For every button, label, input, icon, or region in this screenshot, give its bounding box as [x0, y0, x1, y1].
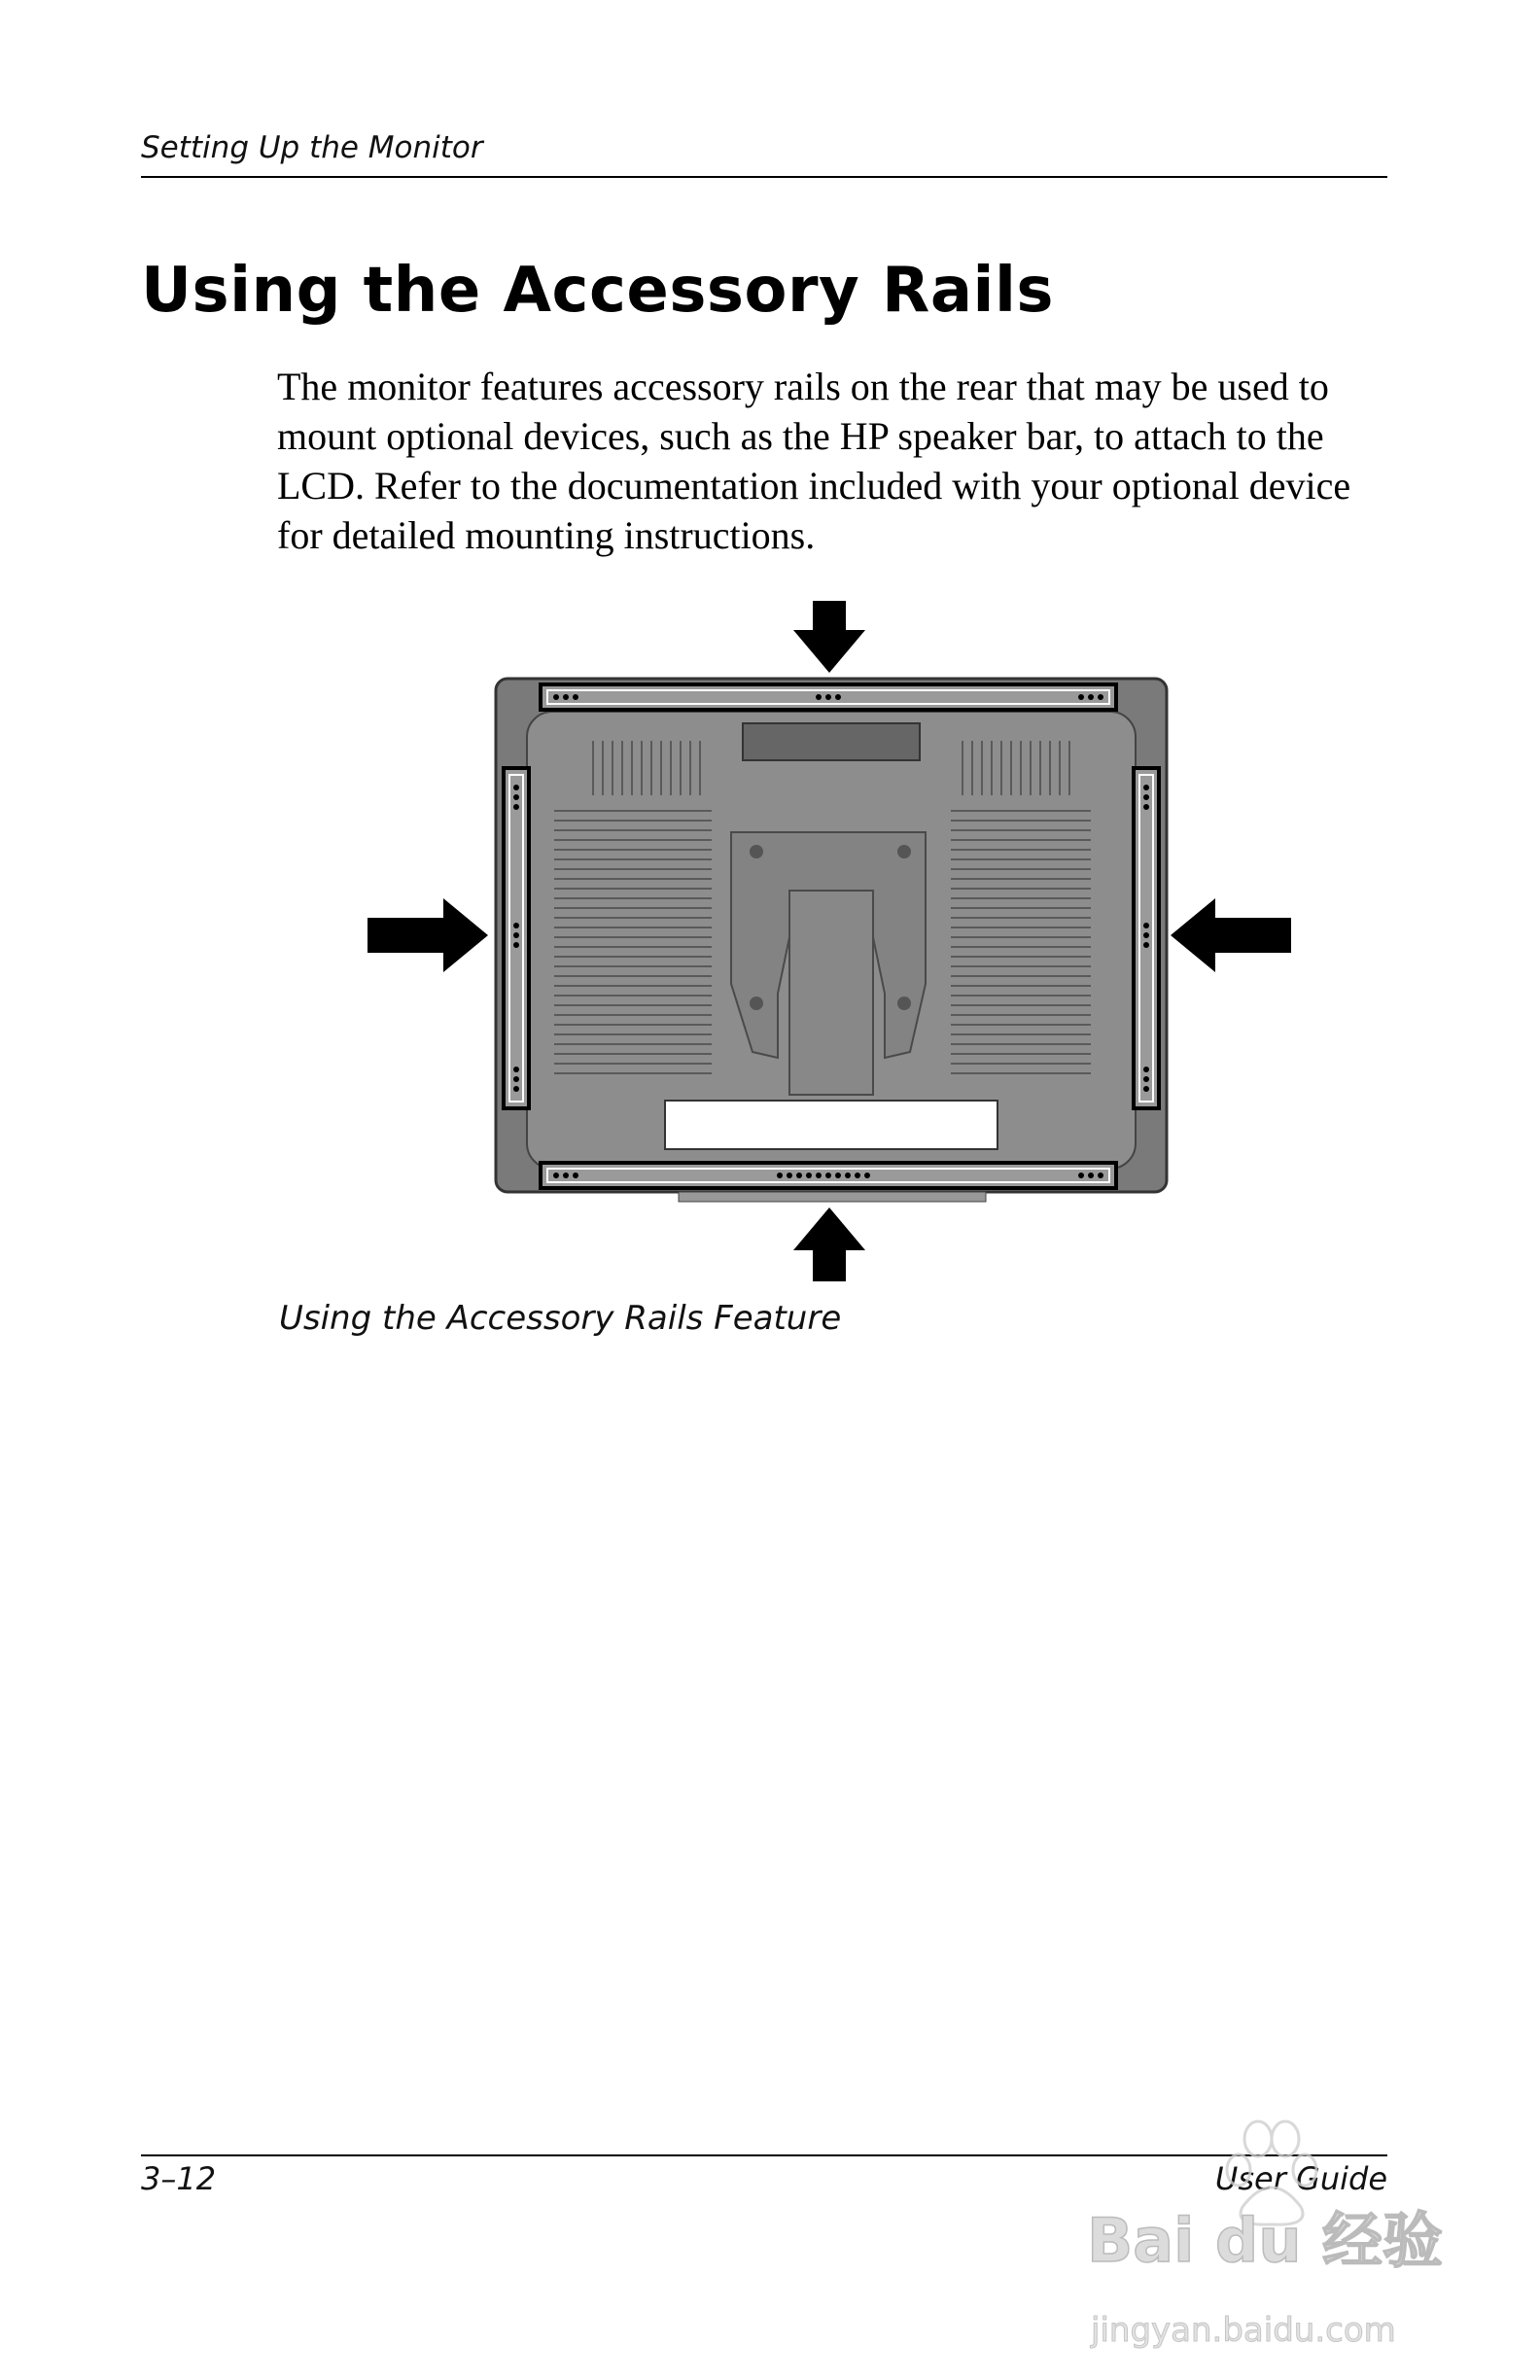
- accessory-rail-right: [1134, 768, 1159, 1108]
- arrow-left-icon: [1171, 898, 1291, 972]
- mount-screw-icon: [750, 845, 763, 858]
- monitor-rear-illustration: [360, 595, 1299, 1285]
- mount-screw-icon: [897, 997, 911, 1010]
- running-head: Setting Up the Monitor: [141, 130, 483, 165]
- page-number: 3–12: [141, 2160, 217, 2197]
- watermark-url: jingyan.baidu.com: [1091, 2311, 1396, 2350]
- body-paragraph: The monitor features accessory rails on the rear that may be used to mount optional devices, such as the HP speaker bar, to attach to the LCD. Refer to the documentation included with your optional device for detailed mounting instructions.: [277, 365, 1351, 557]
- accessory-rail-bottom: [541, 1163, 1116, 1188]
- connector-bay: [665, 1101, 998, 1149]
- header-rule: [141, 176, 1387, 178]
- arrow-up-icon: [793, 1208, 865, 1281]
- guide-title: User Guide: [1214, 2160, 1387, 2197]
- watermark-brand: Bai du 经验: [1087, 2205, 1444, 2276]
- base-foot: [679, 1192, 986, 1202]
- figure-caption: Using the Accessory Rails Feature: [279, 1299, 842, 1338]
- accessory-rail-left: [504, 768, 529, 1108]
- section-heading: Using the Accessory Rails: [141, 255, 1054, 327]
- mount-screw-icon: [897, 845, 911, 858]
- baidu-watermark-icon: [1077, 2110, 1447, 2372]
- carry-handle: [743, 723, 920, 760]
- mount-screw-icon: [750, 997, 763, 1010]
- accessory-rail-top: [541, 684, 1116, 710]
- arrow-down-icon: [793, 601, 865, 673]
- accessory-rails-figure: [360, 595, 1299, 1285]
- stand-column: [789, 891, 873, 1095]
- arrow-right-icon: [368, 898, 488, 972]
